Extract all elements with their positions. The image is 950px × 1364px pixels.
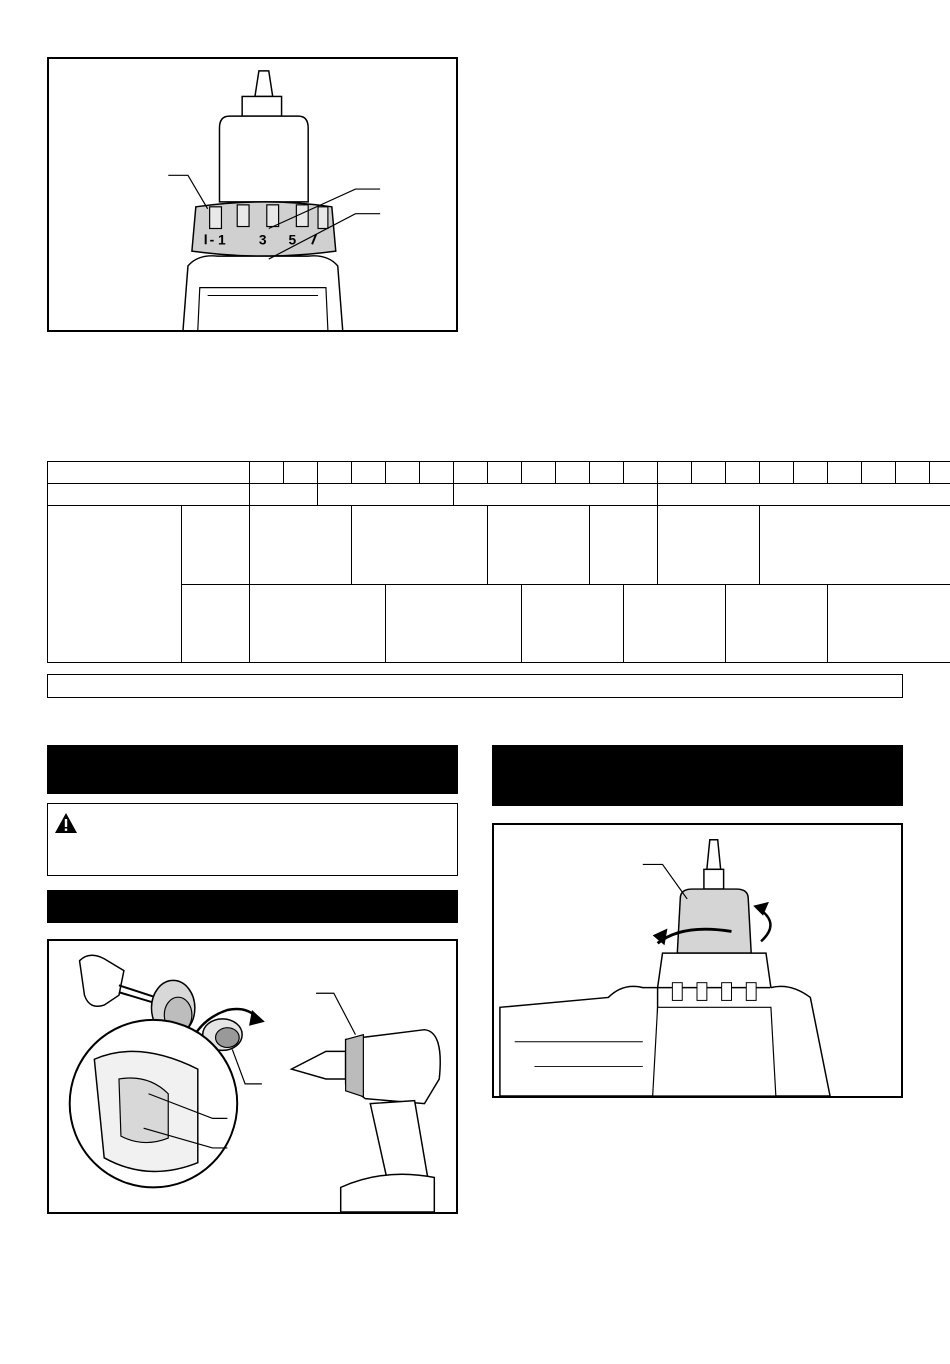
figure-mode-ring <box>47 57 458 332</box>
table-row <box>48 584 950 662</box>
dial-label-5: 5 <box>288 232 297 248</box>
caution-box <box>47 803 458 876</box>
specification-table <box>47 461 950 663</box>
section-heading-bar-right <box>492 745 903 806</box>
dial-label-1: - 1 <box>209 232 226 248</box>
warning-triangle-icon <box>54 812 78 834</box>
section-heading-bar <box>47 745 458 794</box>
mode-ring-illustration <box>49 59 456 330</box>
table-row <box>48 484 950 506</box>
table-row <box>48 506 950 584</box>
figure-side-grip <box>47 939 458 1214</box>
subsection-heading-bar <box>47 890 458 923</box>
table-row <box>48 462 950 484</box>
dial-label-3: 3 <box>258 232 267 248</box>
figure-keyless-chuck <box>492 823 903 1098</box>
side-grip-illustration <box>49 941 456 1212</box>
table-note-box <box>47 674 903 698</box>
keyless-chuck-illustration <box>494 825 901 1096</box>
